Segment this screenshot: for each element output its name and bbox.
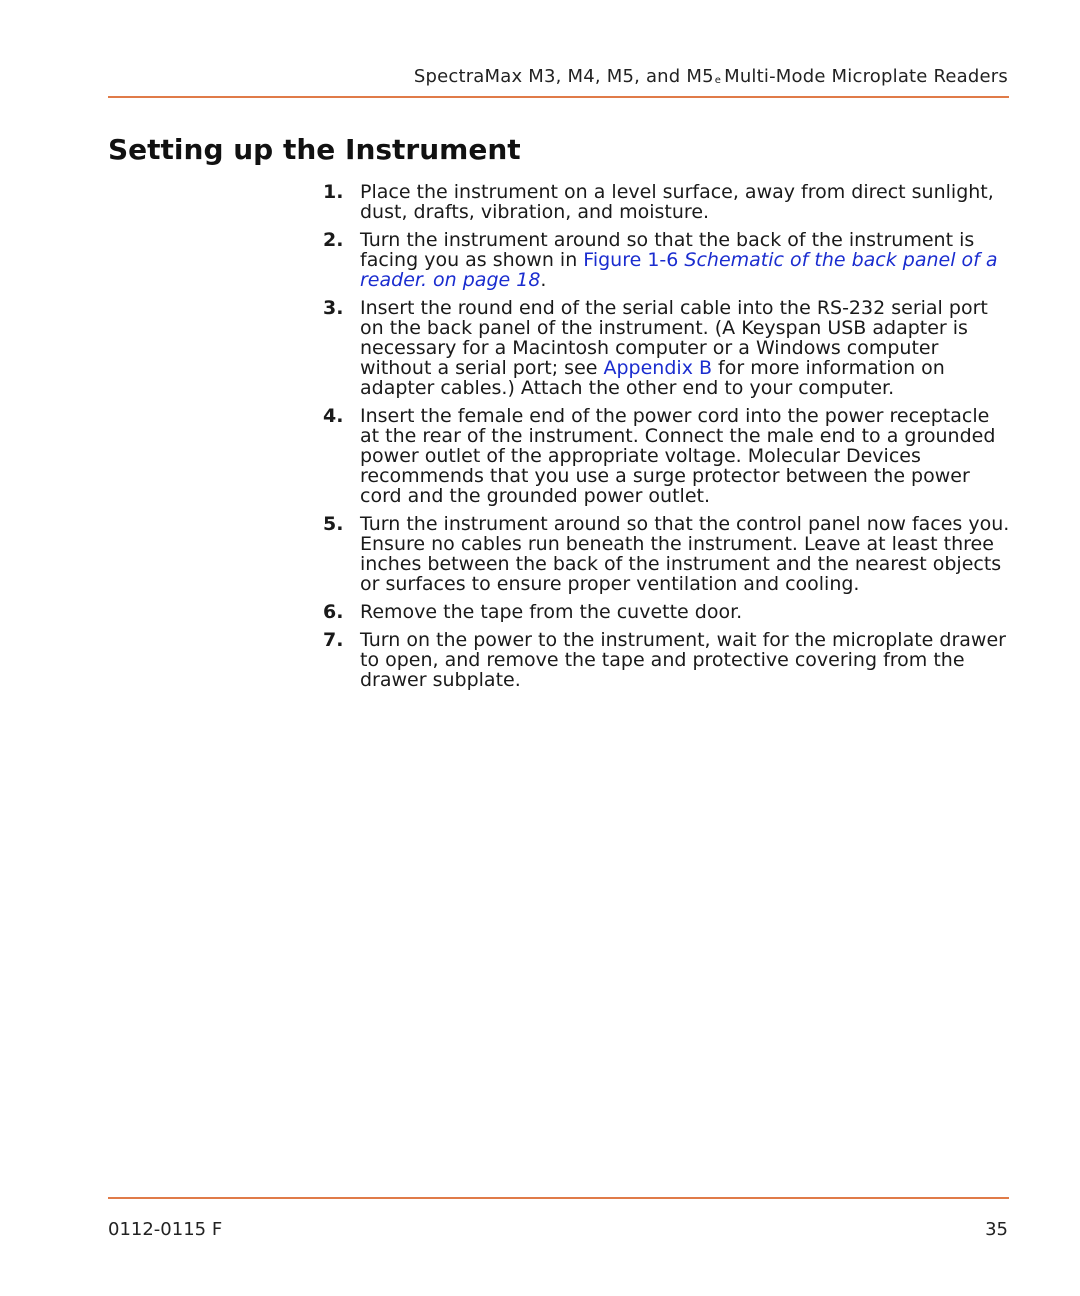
figure-ref-title: Schematic of the back panel of a reader. on page 18 <box>360 249 998 291</box>
step-item <box>323 602 1013 622</box>
step-number: 5. <box>323 513 344 535</box>
step-number: 2. <box>323 229 344 251</box>
step-number: 3. <box>323 297 344 319</box>
step-item <box>323 182 1013 222</box>
step-item <box>323 406 1013 506</box>
step-text: Insert the female end of the power cord into the power receptacle at the rear of the instrument. Connect the male end to a grounded power outlet of the appropriate voltage. Molecular Devices recommends that you use a surge protector between the power cord and the grounded power outlet. <box>360 405 996 507</box>
figure-ref-label: Figure 1-6 <box>583 249 685 271</box>
section-title: Setting up the Instrument <box>108 133 521 166</box>
step-number: 6. <box>323 601 344 623</box>
document-number: 0112-0115 F <box>108 1219 223 1240</box>
step-item <box>323 230 1013 290</box>
appendix-b-link[interactable]: Appendix B <box>603 357 713 379</box>
step-text: Turn the instrument around so that the control panel now faces you. Ensure no cables run beneath the instrument. Leave at least three inches between the back of the instrument and the nearest objects or surfaces to ensure proper ventilation and cooling. <box>360 513 1010 595</box>
step-text-end: for more information on adapter cables.) Attach the other end to your computer. <box>360 357 945 399</box>
header-title-superscript: e <box>714 75 722 86</box>
step-number: 1. <box>323 181 344 203</box>
step-text: Insert the round end of the serial cable into the RS-232 serial port on the back panel of the instrument. (A Keyspan USB adapter is necessary for a Macintosh computer or a Windows computer without a serial port; see <box>360 297 988 379</box>
step-number: 7. <box>323 629 344 651</box>
step-number: 4. <box>323 405 344 427</box>
header-rule <box>108 96 1009 98</box>
step-item <box>323 298 1013 398</box>
step-text: Turn on the power to the instrument, wait for the microplate drawer to open, and remove the tape and protective covering from the drawer subplate. <box>360 629 1006 691</box>
setup-steps-list <box>323 182 1013 698</box>
header-title-suffix: Multi-Mode Microplate Readers <box>724 66 1008 87</box>
step-text: Remove the tape from the cuvette door. <box>360 601 743 623</box>
step-item <box>323 630 1013 690</box>
step-item <box>323 514 1013 594</box>
footer-rule <box>108 1197 1009 1199</box>
page-number: 35 <box>985 1219 1008 1240</box>
step-text: Turn the instrument around so that the back of the instrument is facing you as shown in <box>360 229 975 271</box>
step-text-end: . <box>540 269 547 291</box>
running-header <box>414 66 1008 87</box>
header-title-main: SpectraMax M3, M4, M5, and M5 <box>413 66 714 87</box>
step-text: Place the instrument on a level surface, away from direct sunlight, dust, drafts, vibration, and moisture. <box>360 181 994 223</box>
